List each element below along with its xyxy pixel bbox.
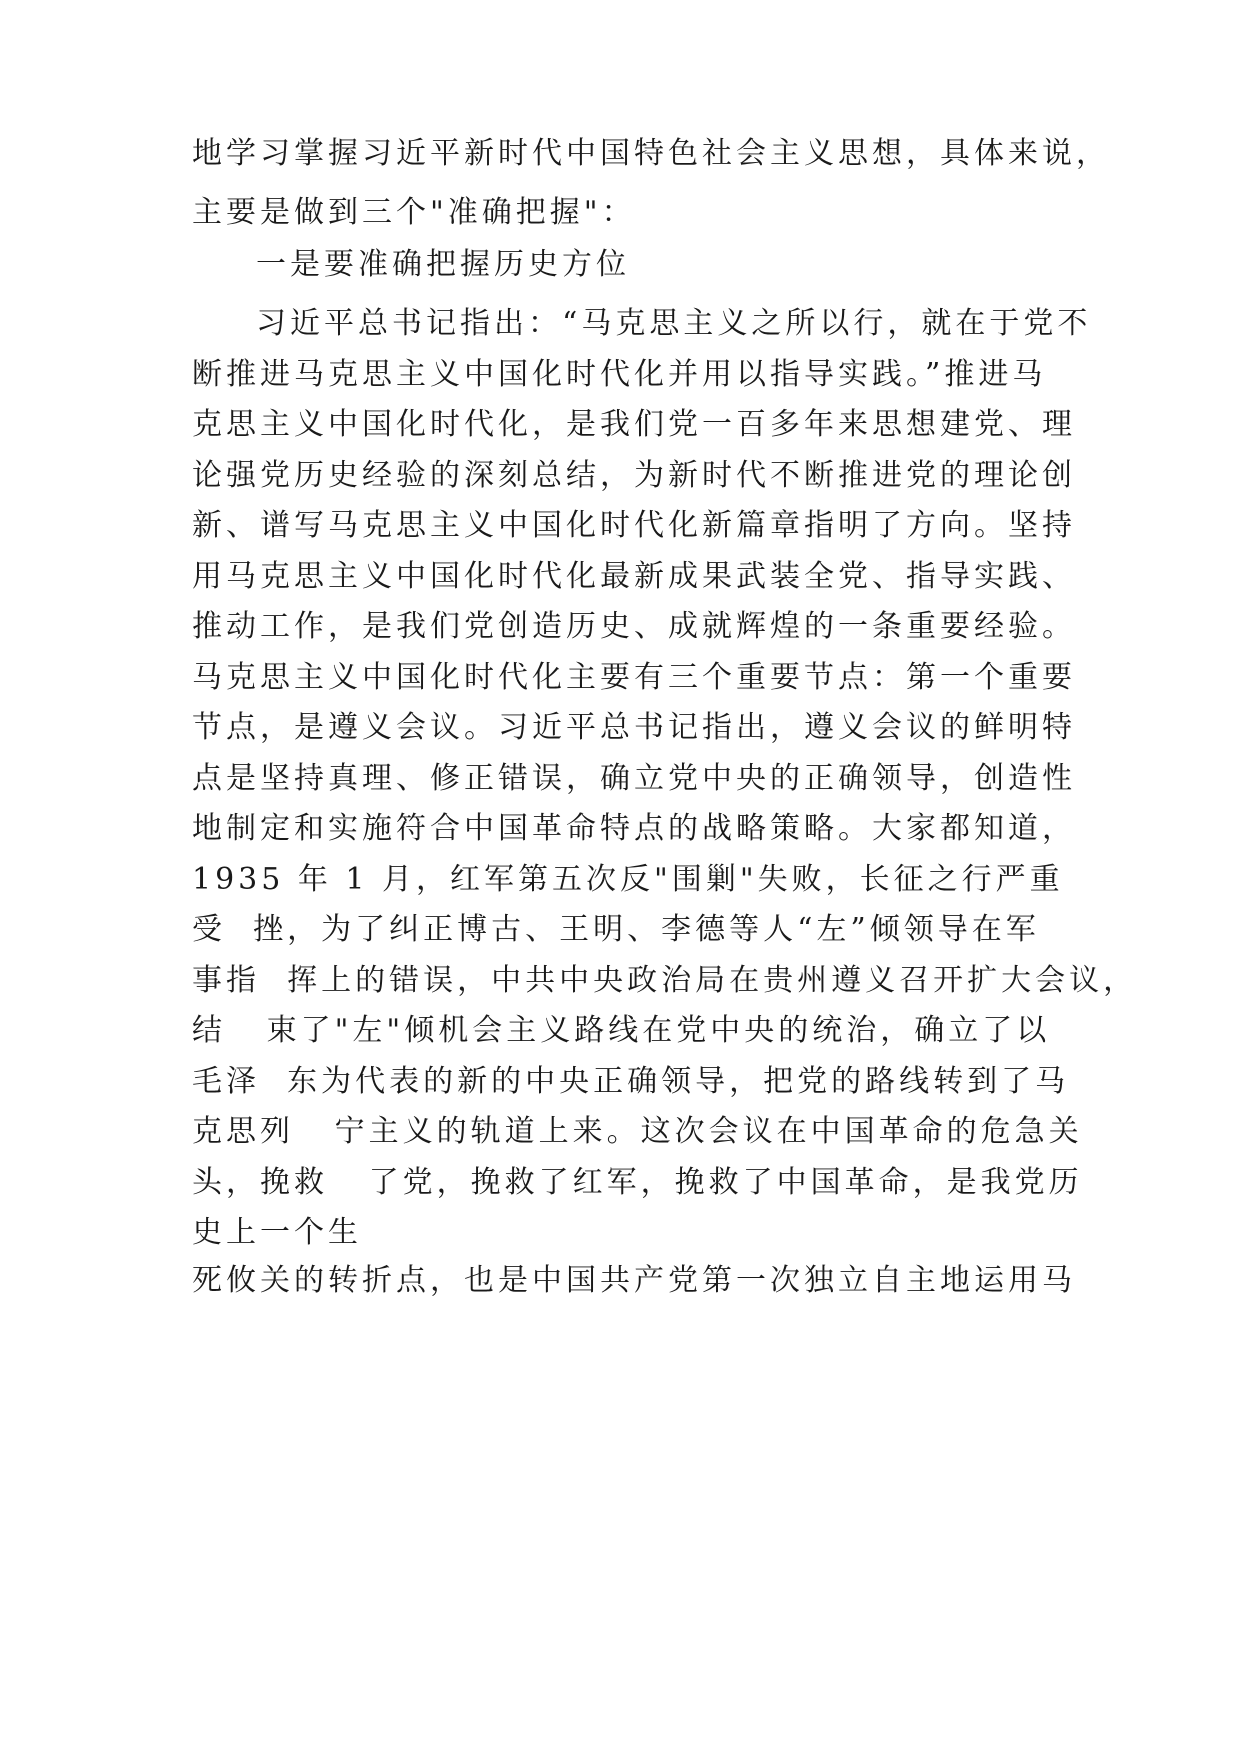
body-text-line: 事指 挥上的错误，中共中央政治局在贵州遵义召开扩大会议， [192,963,1138,998]
body-text-line: 头，挽救 了党，挽救了红军，挽救了中国革命，是我党历 [192,1165,1083,1200]
body-text-line: 点是坚持真理、修正错误，确立党中央的正确领导，创造性 [192,761,1076,796]
body-text-line: 主要是做到三个"准确把握"： [192,195,636,230]
body-text-line: 新、谱写马克思主义中国化时代化新篇章指明了方向。坚持 [192,508,1076,543]
body-text-line: 马克思主义中国化时代化主要有三个重要节点：第一个重要 [192,660,1076,695]
body-text-line: 断推进马克思主义中国化时代化并用以指导实践。”推进马 [192,357,1047,392]
body-text-line: 克思列 宁主义的轨道上来。这次会议在中国革命的危急关 [192,1114,1083,1149]
body-text-line: 用马克思主义中国化时代化最新成果武装全党、指导实践、 [192,559,1076,594]
body-text-line: 受 挫，为了纠正博古、王明、李德等人“左”倾领导在军 [192,912,1040,947]
body-text-line: 克思主义中国化时代化，是我们党一百多年来思想建党、理 [192,407,1076,442]
body-text-line: 毛泽 东为代表的新的中央正确领导，把党的路线转到了马 [192,1064,1070,1099]
body-text-line: 死攸关的转折点，也是中国共产党第一次独立自主地运用马 [192,1263,1076,1298]
section-heading: 一是要准确把握历史方位 [256,247,630,282]
body-text-line: 地制定和实施符合中国革命特点的战略策略。大家都知道， [192,811,1076,846]
body-text-line: 论强党历史经验的深刻总结，为新时代不断推进党的理论创 [192,458,1076,493]
body-text-line: 结 束了"左"倾机会主义路线在党中央的统治，确立了以 [192,1013,1051,1048]
body-text-line: 史上一个生 [192,1215,362,1250]
body-text-line: 地学习掌握习近平新时代中国特色社会主义思想，具体来说， [192,136,1110,171]
body-text-line: 习近平总书记指出：“马克思主义之所以行，就在于党不 [256,306,1092,341]
body-text-line: 节点，是遵义会议。习近平总书记指出，遵义会议的鲜明特 [192,710,1076,745]
body-text-line: 推动工作，是我们党创造历史、成就辉煌的一条重要经验。 [192,609,1076,644]
body-text-line: 1935 年 1 月，红军第五次反"围剿"失败，长征之行严重 [192,862,1064,897]
